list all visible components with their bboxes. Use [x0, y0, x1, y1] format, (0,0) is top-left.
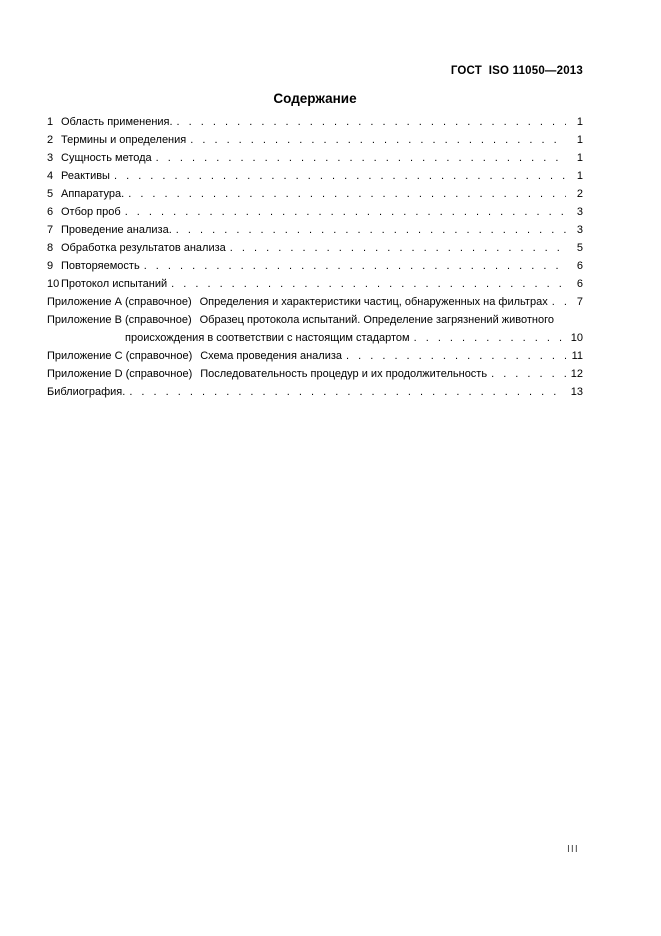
- toc-entry-label: Область применения.: [61, 116, 173, 128]
- toc-entry-appendix-b-line1: [47, 311, 583, 329]
- dot-leader: [414, 329, 566, 347]
- toc-entry-number: 6: [47, 206, 54, 218]
- toc-entry-page: 1: [576, 116, 583, 128]
- toc-entry-page: 5: [576, 242, 583, 254]
- toc-entry-page: 12: [570, 368, 583, 380]
- toc-entry-bibliography: [47, 383, 583, 401]
- dot-leader: [190, 131, 566, 149]
- dot-leader: [171, 275, 566, 293]
- toc-entry-number: 3: [47, 152, 54, 164]
- toc-entry-number: 2: [47, 134, 54, 146]
- dot-leader: [552, 293, 566, 311]
- toc-entry-number: 5: [47, 188, 54, 200]
- toc-entry-page: 1: [576, 134, 583, 146]
- toc-entry-label: Проведение анализа.: [61, 224, 172, 236]
- toc-entry: [47, 239, 583, 257]
- toc-entry-number: 9: [47, 260, 54, 272]
- dot-leader: [177, 113, 566, 131]
- dot-leader: [491, 365, 566, 383]
- appendix-prefix: Приложение D (справочное): [47, 368, 193, 380]
- toc-entry-page: 11: [571, 350, 583, 362]
- toc-entry-page: 6: [576, 278, 583, 290]
- toc-entry-label: Обработка результатов анализа: [61, 242, 226, 254]
- dot-leader: [144, 257, 566, 275]
- toc-entry: [47, 167, 583, 185]
- toc-entry-page: 1: [576, 170, 583, 182]
- toc-entry-number: 8: [47, 242, 54, 254]
- appendix-title: Образец протокола испытаний. Определение загрязнений животного: [199, 314, 554, 326]
- toc-entry-page: 1: [576, 152, 583, 164]
- page-number: III: [567, 843, 579, 855]
- toc-entry: [47, 113, 583, 131]
- toc-entry-page: 7: [576, 296, 583, 308]
- appendix-prefix: Приложение В (справочное): [47, 314, 192, 326]
- standard-code: ГОСТ ISO 11050—2013: [450, 65, 583, 77]
- toc-entry: [47, 275, 583, 293]
- toc-entry-label: Реактивы: [61, 170, 110, 182]
- dot-leader: [346, 347, 566, 365]
- toc-entry-appendix-c: [47, 347, 583, 365]
- appendix-title: Определения и характеристики частиц, обнаруженных на фильтрах: [199, 296, 548, 308]
- dot-leader: [230, 239, 566, 257]
- appendix-title-continuation: происхождения в соответствии с настоящим стадартом: [125, 332, 410, 344]
- dot-leader: [156, 149, 566, 167]
- toc-entry-appendix-b-line2: [47, 329, 583, 347]
- toc-entry-number: 4: [47, 170, 54, 182]
- appendix-prefix: Приложение С (справочное): [47, 350, 193, 362]
- dot-leader: [129, 383, 566, 401]
- dot-leader: [176, 221, 566, 239]
- dot-leader: [128, 185, 566, 203]
- toc-entry-label: Отбор проб: [61, 206, 121, 218]
- toc-entry: [47, 221, 583, 239]
- toc-entry: [47, 149, 583, 167]
- toc-entry: [47, 257, 583, 275]
- toc-entry-page: 2: [576, 188, 583, 200]
- toc-entry-appendix-a: [47, 293, 583, 311]
- toc-entry-label: Повторяемость: [61, 260, 140, 272]
- appendix-prefix: Приложение А (справочное): [47, 296, 192, 308]
- toc-entry-number: 10: [47, 278, 60, 290]
- toc-entry-label: Сущность метода: [61, 152, 152, 164]
- toc-entry: [47, 185, 583, 203]
- bibliography-label: Библиография.: [47, 386, 126, 398]
- toc-entry-page: 3: [576, 224, 583, 236]
- toc-entry-page: 13: [570, 386, 583, 398]
- toc-entry-number: 1: [47, 116, 54, 128]
- toc-entry-page: 10: [570, 332, 583, 344]
- toc-entry-label: Термины и определения: [61, 134, 187, 146]
- appendix-title: Схема проведения анализа: [200, 350, 342, 362]
- toc-entry-number: 7: [47, 224, 54, 236]
- appendix-title: Последовательность процедур и их продолжительность: [200, 368, 488, 380]
- toc-entry: [47, 131, 583, 149]
- toc-entry-label: Протокол испытаний: [61, 278, 168, 290]
- toc-entry-page: 3: [576, 206, 583, 218]
- page-title: Содержание: [273, 91, 357, 106]
- table-of-contents: [47, 113, 583, 401]
- toc-entry-appendix-d: [47, 365, 583, 383]
- dot-leader: [114, 167, 566, 185]
- dot-leader: [125, 203, 566, 221]
- toc-entry-label: Аппаратура.: [61, 188, 125, 200]
- toc-entry-page: 6: [576, 260, 583, 272]
- toc-entry: [47, 203, 583, 221]
